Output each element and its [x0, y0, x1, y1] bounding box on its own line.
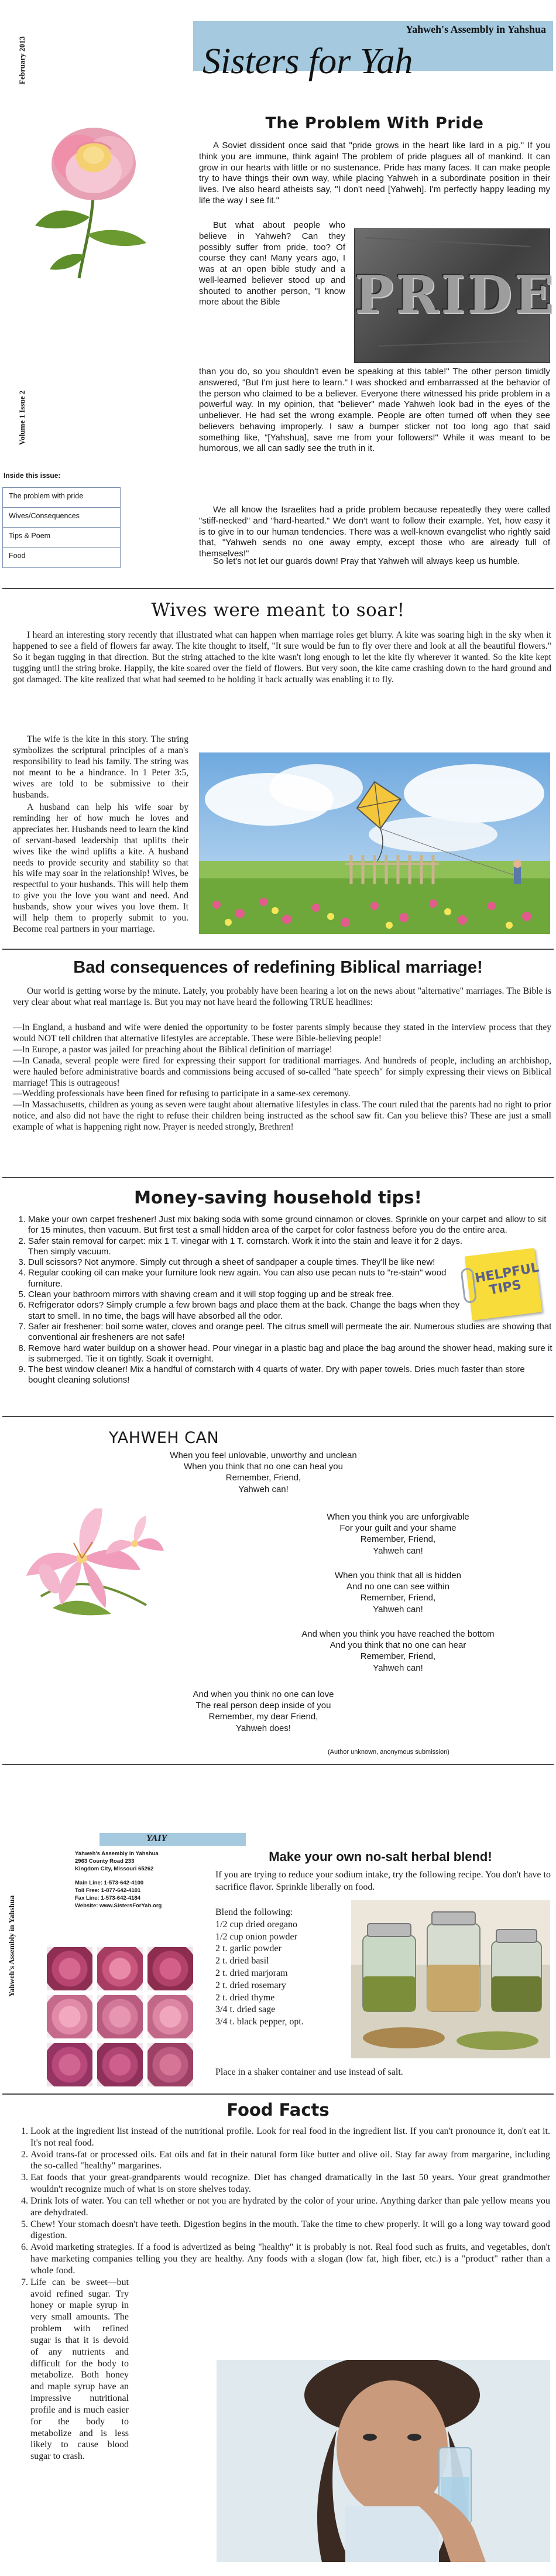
poem-line: Yahweh does!	[236, 1723, 291, 1733]
back-vertical-title: Yahweh's Assembly in Yahshua	[7, 1895, 16, 1997]
recipe-item: 3/4 t. black pepper, opt.	[215, 2017, 304, 2027]
wives-husband: A husband can help his wife soar by reminding her of how much he loves and appreciates her. Husbands need to learn the kind of servant-based leadership that uplifts their wives like the wind uplifts a kite. A husband needs to provide security and stability so that his wife may soar in the relationship! Wives, be respectful to your husbands. This will help them to give you the love you want and need. And husbands, show your wives you love them. It will help them to properly submit to you. Become real partners in your marriage.	[13, 802, 188, 934]
rose-tile	[147, 1995, 193, 2038]
tip-item: 6. Refrigerator odors? Simply crumple a few brown bags and place them at the back. Change the bags when they start to smell. In no time, the bags will have absorbed all the odor.	[28, 1300, 465, 1322]
pride-intro: A Soviet dissident once said that "pride grows in the heart like lard in a pig." If you think you are immune, think again! The problem of pride plagues all of mankind. It can grow in our hearts with little or no sustenance. Pride has many faces. It can make people try to have things their own way, while placing Yahweh in a subordinate position in their lives. I've also heard atheists say, "I don't need [Yahweh]. I'm perfectly happy leading my life the way I see fit."	[199, 141, 550, 206]
rose-tile	[97, 1947, 143, 1990]
herbal-heading: Make your own no-salt herbal blend!	[269, 1849, 492, 1864]
address-line: Yahweh's Assembly in Yahshua	[75, 1850, 159, 1857]
back-tag-bar	[99, 1833, 246, 1846]
pride-heading: The Problem With Pride	[265, 114, 484, 132]
pride-wrap: But what about people who believe in Yahweh? Can they possibly suffer from pride, too? Of course they can! Many years ago, I was at an open bible study and a well-learned believer stood up and shouted to another person, "I know more about the Bible	[199, 220, 345, 307]
herbal-outro: Place in a shaker container and use instead of salt.	[215, 2067, 403, 2077]
pride-israelites: We all know the Israelites had a pride problem because repeatedly they were called "stiff-necked" and "hard-hearted." We don't want to follow their example. Yet, how easy it is to give in to our human tendencies. There was a well-known evangelist who rightly said that, "Yahweh sends no one away empty, except those who are already full of themselves!"	[199, 505, 550, 559]
recipe-item: 1/2 cup onion powder	[215, 1931, 297, 1942]
fact-item: 4. Drink lots of water. You can tell whether or not you are hydrated by the color of your urine. Anything darker than pale yellow means you are dehydrated.	[30, 2195, 550, 2219]
wives-heading: Wives were meant to soar!	[151, 600, 405, 621]
spice-jars-image	[351, 1900, 550, 2058]
tips-heading: Money-saving household tips!	[134, 1188, 422, 1207]
recipe-item: 2 t. dried marjoram	[215, 1968, 288, 1978]
helpful-tips-note	[465, 1248, 543, 1321]
pride-body: than you do, so you shouldn't even be speaking at this table!" The other person timidly answered, "But I'm just here to learn." I was shocked and embarrassed at the behavior of the person who claimed to be a believer. Everyone there witnessed his pride problem in a powerful way. In my opinion, that "believer" made Yahweh look bad in the eyes of the unbeliever. He had set the wrong example. People are often turned off when they see believers behaving improperly. I saw a bumper sticker not too long ago that said something like, "[Yahshua], save me from your followers!" While it was meant to be humorous, we all can sadly see the truth in it.	[199, 367, 550, 454]
poem-line: Remember, Friend,	[360, 1534, 436, 1545]
poem-line: Yahweh can!	[238, 1484, 289, 1494]
woman-drinking-water-image	[217, 2360, 550, 2562]
divider	[2, 588, 554, 589]
poem-section	[0, 1421, 556, 1760]
recipe-item: 2 t. dried basil	[215, 1956, 269, 1966]
fact-item: 3. Eat foods that your great-grandparents would recognize. Diet has changed dramatically in the last 50 years. Your great grandmother wouldn't recognize much of what is on store shelves today.	[30, 2172, 550, 2195]
address-line: Fax Line: 1-573-642-4184	[75, 1895, 140, 1902]
rose-tile	[47, 2043, 92, 2086]
tips-section	[0, 1182, 556, 1416]
marriage-section	[0, 953, 556, 1182]
divider	[2, 1416, 554, 1417]
issue-date: February 2013	[18, 36, 26, 84]
recipe-item: 2 t. dried rosemary	[215, 1980, 286, 1990]
tip-item: 5. Clean your bathroom mirrors with shaving cream and it will stop fogging up and be streak free.	[28, 1289, 465, 1300]
fact-item: 5. Chew! Your stomach doesn't have teeth. Digestion begins in the mouth. Take the time to chew properly. It will go a long way toward good digestion.	[30, 2219, 550, 2242]
pride-image	[354, 228, 556, 363]
headline-item: —In Massachusetts, children as young as seven were taught about alternative lifestyles in class. The court ruled that the parents had no right to prior notice, and also did not have the right to refuse their children being instructed as the school saw fit. Can you believe this? These are just a small example of what is happening right now. Prayer is needed strongly, Brethren!	[13, 1100, 551, 1133]
rose-tile	[47, 1947, 92, 1990]
poem-line: When you think you are unforgivable	[327, 1512, 469, 1522]
rose-tile	[97, 2043, 143, 2086]
tip-item: 7. Safer air freshener: boil some water, cloves and orange peel. The citrus smell will permeate the air. Numerous studies are showing that conventional air fresheners are not safe!	[28, 1322, 552, 1343]
rose-tile	[47, 1995, 92, 2038]
inside-item[interactable]: Food	[9, 552, 26, 560]
back-address	[75, 1850, 210, 1910]
wives-kite-symbol: The wife is the kite in this story. The string symbolizes the scriptural principles of a man's responsibility to lead his family. The string was not meant to be a hindrance. In 1 Peter 3:5, wives are told to be submissive to their husbands.	[13, 734, 188, 800]
poem-stanza-5	[158, 1689, 369, 1734]
poem-stanza-4	[281, 1629, 515, 1674]
herbal-intro: If you are trying to reduce your sodium intake, try the following recipe. You don't have to sacrifice flavor. Sprinkle liberally on food.	[215, 1870, 551, 1892]
herbal-recipe	[215, 1907, 350, 2028]
inside-item[interactable]: The problem with pride	[3, 488, 120, 508]
marriage-intro: Our world is getting worse by the minute. Lately, you probably have been hearing a lot on the news about "alternative" marriages. The Bible is very clear about what real marriage is. But you may not have heard the following TRUE headlines:	[13, 986, 551, 1007]
volume-issue: Volume 1 Issue 2	[18, 390, 26, 445]
marriage-heading: Bad consequences of redefining Biblical marriage!	[73, 958, 483, 977]
fact-item: 1. Look at the ingredient list instead of the nutritional profile. Look for real food in the ingredient list. If you can't pronounce it, don't eat it. It's not real food.	[30, 2126, 550, 2149]
inside-label: Inside this issue:	[4, 471, 61, 480]
lily-image	[18, 1508, 170, 1626]
inside-item[interactable]: Tips & Poem	[3, 528, 120, 548]
recipe-item: 3/4 t. dried sage	[215, 2004, 276, 2015]
poem-stanza-3	[298, 1570, 497, 1615]
poem-line: Yahweh can!	[373, 1662, 423, 1673]
tip-item: 1. Make your own carpet freshener! Just mix baking soda with some ground cinnamon or cloves. Sprinkle on your carpet and allow to sit for 15 minutes, then vacuum. But first test a small hidden area of the carpet for color fastness before you do the entire area.	[28, 1215, 552, 1236]
rose-tile	[147, 1947, 193, 1990]
tip-item: 9. The best window cleaner! Mix a handful of cornstarch with 4 quarts of water. Dry with paper towels. Dries much faster than store bought cleaning solutions!	[28, 1364, 552, 1386]
divider	[2, 2093, 554, 2095]
address-line: Website: www.SistersForYah.org	[75, 1902, 162, 1909]
back-tag: YAIY	[146, 1833, 167, 1843]
headline-item: —In Canada, several people were fired for expressing their support for traditional marriages. And hundreds of people, including an archbishop, were hauled before administrative boards and commissions being accused of so-called "hate speech" for simply expressing their views on Biblical marriage! This is outrageous!	[13, 1055, 551, 1088]
address-line: 2963 County Road 233	[75, 1857, 135, 1865]
address-line: Kingdom City, Missouri 65262	[75, 1865, 154, 1872]
assembly-name: Yahweh's Assembly in Yahshua	[406, 23, 546, 35]
poem-line: For your guilt and your shame	[339, 1523, 457, 1534]
facts-heading: Food Facts	[226, 2100, 330, 2120]
back-page	[0, 1768, 556, 2576]
poem-line: And you think that no one can hear	[330, 1640, 466, 1651]
inside-this-issue	[2, 487, 121, 568]
recipe-item: 1/2 cup dried oregano	[215, 1919, 297, 1930]
tip-item: 8. Remove hard water buildup on a shower head. Pour vinegar in a plastic bag and place the bag around the shower head, making sure it is submerged. Tie it on tightly. Soak it overnight.	[28, 1343, 552, 1365]
poem-line: The real person deep inside of you	[195, 1701, 331, 1711]
tip-item: 2. Safer stain removal for carpet: mix 1 T. vinegar with 1 T. cornstarch. Work it into the stain and leave it for 2 days. Then simply vacuum.	[28, 1236, 465, 1258]
headline-item: —Wedding professionals have been fined for refusing to participate in a same-sex ceremony.	[13, 1089, 351, 1099]
recipe-label: Blend the following:	[215, 1907, 293, 1917]
wives-section	[0, 591, 556, 955]
wives-story: I heard an interesting story recently that illustrated what can happen when marriage roles get blurry. A kite was soaring high in the sky when it happened to see a field of flowers far away. The kite thought to itself, "It sure would be fun to fly over there and look at all the beautiful flowers." So it began tugging in that direction. But the string attached to the kite wasn't long enough to let the kite fly wherever it wanted. So the kite kept tugging until the string broke. Happily, the kite soared over the field of flowers. But very soon, the kite came crashing down to the hard ground and got damaged. The kite realized that what had seemed to be holding it back actually was enabling it to fly.	[13, 630, 551, 685]
poem-line: When you think that no one can heal you	[184, 1462, 343, 1472]
poem-line: And when you think no one can love	[193, 1689, 334, 1699]
poem-line: When you feel unlovable, unworthy and unclean	[170, 1451, 357, 1460]
poem-credit: (Author unknown, anonymous submission)	[328, 1749, 449, 1756]
newsletter-title: Sisters for Yah	[203, 42, 413, 81]
poem-stanza-2	[298, 1511, 497, 1556]
poem-stanza-1	[146, 1450, 380, 1495]
masthead-bar	[193, 21, 553, 81]
poem-line: Yahweh can!	[373, 1604, 423, 1614]
rose-tile	[97, 1995, 143, 2038]
divider	[2, 949, 554, 950]
rose-image	[23, 123, 158, 281]
inside-item[interactable]: Wives/Consequences	[3, 508, 120, 528]
poem-line: Remember, Friend,	[360, 1593, 436, 1603]
headline-item: —In Europe, a pastor was jailed for preaching about the Biblical definition of marriage!	[13, 1044, 332, 1055]
fact-item: 7. Life can be sweet—but avoid refined sugar. Try honey or maple syrup in very small amounts. The problem with refined sugar is that it is devoid of any nutrients and difficult for the body to metabolize. Both honey and maple syrup have an impressive nutritional profile and is much easier for the body to metabolize and is less likely to cause blood sugar to crash.	[30, 2277, 129, 2462]
divider	[2, 1764, 554, 1765]
poem-line: Remember, my dear Friend,	[208, 1712, 318, 1722]
headline-item: —In England, a husband and wife were denied the opportunity to be foster parents simply because they stated in the interview process that they would NOT tell children that alternative lifestyles are acceptable. These were Bible-believing people!	[13, 1022, 551, 1044]
rose-grid	[47, 1947, 194, 2088]
note-text: HELPFUL TIPS	[473, 1260, 540, 1298]
poem-line: And no one can see within	[346, 1582, 449, 1592]
recipe-item: 2 t. dried thyme	[215, 1992, 275, 2003]
pride-image-text: PRIDE	[355, 264, 556, 325]
rose-tile	[147, 2043, 193, 2086]
poem-line: When you think that all is hidden	[335, 1571, 461, 1581]
fact-item: 6. Avoid marketing strategies. If a food is advertized as being "healthy" it is probably is not. Real food such as fruits, and vegetables, don't have marketing companies telling you they are healthy. Any foods with a slogan (low fat, high fiber, etc.) is a "product" rather than a whole food.	[30, 2242, 550, 2276]
divider	[2, 1177, 554, 1178]
address-line: Toll Free: 1-877-642-4101	[75, 1887, 141, 1894]
poem-heading: YAHWEH CAN	[108, 1429, 219, 1447]
tip-item: 3. Dull scissors? Not anymore. Simply cut through a sheet of sandpaper a couple times. They'll be like new!	[28, 1257, 465, 1268]
marriage-headlines	[13, 1022, 551, 1133]
kite-field-image	[199, 752, 550, 934]
tip-item: 4. Regular cooking oil can make your furniture look new again. You can also use pecan nuts to "re-stain" wood furniture.	[28, 1268, 465, 1289]
poem-line: And when you think you have reached the bottom	[301, 1629, 495, 1639]
recipe-item: 2 t. garlic powder	[215, 1944, 282, 1954]
address-line: Main Line: 1-573-642-4100	[75, 1880, 144, 1887]
poem-line: Remember, Friend,	[225, 1473, 301, 1483]
fact-item: 2. Avoid trans-fat or processed oils. Eat oils and fat in their natural form like butter and olive oil. Stay far away from margarine, including the so-called "healthy" margarines.	[30, 2149, 550, 2173]
poem-line: Yahweh can!	[373, 1545, 423, 1556]
poem-line: Remember, Friend,	[360, 1651, 436, 1662]
pride-closing: So let's not let our guards down! Pray that Yahweh will always keep us humble.	[213, 556, 520, 566]
